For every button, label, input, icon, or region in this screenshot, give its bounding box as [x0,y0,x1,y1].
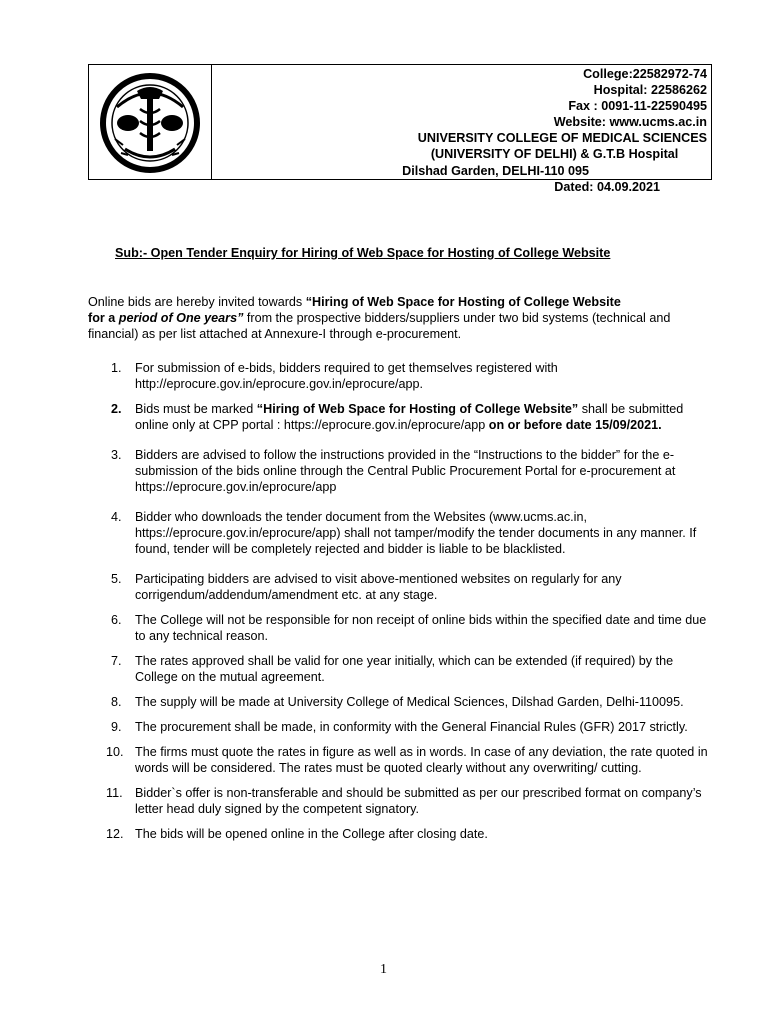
list-item: 6. The College will not be responsible for non receipt of online bids within the specified date and time due to any technical reason. [111,613,707,643]
document-date: Dated: 04.09.2021 [554,179,660,194]
list-item: 1. For submission of e-bids, bidders required to get themselves registered with http://eprocure.gov.in/eprocure.gov.in/eprocure/app. [111,361,558,391]
instruction-list [88,360,708,851]
affiliation: (UNIVERSITY OF DELHI) & G.T.B Hospital [430,147,679,162]
subject-line: Sub:- Open Tender Enquiry for Hiring of Web Space for Hosting of College Website [115,246,611,260]
list-item: 8. The supply will be made at University College of Medical Sciences, Dilshad Garden, Delhi-110095. [111,695,684,709]
college-phone: College:22582972-74 [583,67,707,81]
list-item: 3. Bidders are advised to follow the instructions provided in the “Instructions to the bidder” for the e-submission of the bids online through the Central Public Procurement Portal for e-procurement at https://eprocure.gov.in/eprocure/app [111,448,676,494]
list-item: 10. The firms must quote the rates in figure as well as in words. In case of any deviation, the rate quoted in words will be considered. The rates must be quoted clearly without any overwriting/ cutting. [106,745,708,775]
intro-lead: Online bids are hereby invited towards [88,295,306,309]
intro-paragraph [88,294,708,342]
letterhead [88,64,712,194]
ucms-crest-logo [95,69,205,175]
list-item: 9. The procurement shall be made, in conformity with the General Financial Rules (GFR) 2017 strictly. [111,720,688,734]
list-item: 5. Participating bidders are advised to visit above-mentioned websites on regularly for any corrigendum/addendum/amendment etc. at any stage. [111,572,622,602]
page-number: 1 [380,962,387,977]
list-item: 2. Bids must be marked “Hiring of Web Space for Hosting of College Website” shall be submitted online only at CPP portal : https://eprocure.gov.in/eprocure/app on or before date 15/09/2021. [111,402,684,432]
website: Website: www.ucms.ac.in [553,115,707,130]
list-item: 4. Bidder who downloads the tender document from the Websites (www.ucms.ac.in, https://eprocure.gov.in/eprocure/app) shall not tamper/modify the tender documents in any manner. If found, tender will be completely rejected and bidder is liable to be blacklisted. [111,510,697,556]
logo-cell [89,65,212,179]
list-item: 12. The bids will be opened online in the College after closing date. [106,827,488,841]
intro-for: for a [88,311,119,325]
list-item: 11. Bidder`s offer is non-transferable and should be submitted as per our prescribed format on company’s letter head duly signed by the competent signatory. [106,786,702,816]
institution-name: UNIVERSITY COLLEGE OF MEDICAL SCIENCES [417,131,707,146]
postal-address: Dilshad Garden, DELHI-110 095 [402,163,589,178]
intro-period: period of One years” [118,311,244,325]
hospital-phone: Hospital: 22586262 [593,83,707,98]
address-block [402,66,707,195]
fax-number: Fax : 0091-11-22590495 [568,99,707,114]
intro-title: “Hiring of Web Space for Hosting of College Website [305,295,621,309]
list-item: 7. The rates approved shall be valid for one year initially, which can be extended (if required) by the College on the mutual agreement. [111,654,674,684]
intro-rest: from the prospective bidders/suppliers under two bid systems (technical and financial) as per list attached at Annexure-I through e-procurement. [88,311,671,341]
